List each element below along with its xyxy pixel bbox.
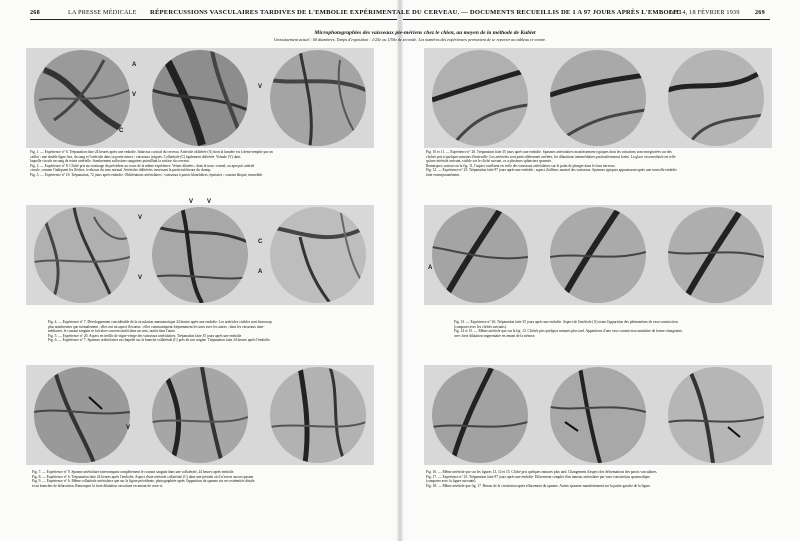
micrograph-fig-8 [152, 367, 248, 463]
caption-line: Fig. 8. — Expérience n° 6. Trépanation faite 24 heures après l'embolie. Aspect d'une artériole collatérale (C) dans une période où il n'existe aucun spasme. [32, 474, 255, 479]
micrograph-fig-13 [432, 207, 528, 303]
figure-row-4 [424, 48, 772, 148]
caption-line: (comparer avec la figure suivante). [426, 479, 477, 483]
caption-line: Fig. 13. — Expérience n° 26. Trépanation faite 35 jours après une embolie. Aspect de l'artériole (A) avant l'apparition des phénomènes de vaso-constriction [454, 320, 678, 324]
caption-block-5 [454, 320, 772, 338]
label-A: A [428, 265, 433, 271]
label-V: V [258, 84, 263, 90]
caption-line: Fig. 16. — Même artériole que sur les figures 13, 14 et 15. Cliché pris quelques minutes plus tard. Changement d'aspect des déformations des parois vasculaires. [426, 470, 658, 474]
caption-line: laquelle circule un sang de teinte artérielle. Sombrement suffusions sanguines pointillant la surface du cerveau. [30, 159, 190, 163]
caption-line: Fig. 9. — Expérience n° 6. Même collatérale artériolaire que sur la figure précédente, photographiée après l'apparition du spasme sur ses extrémités distale [32, 479, 255, 483]
micrograph-fig-14 [550, 207, 646, 303]
caption-block-4 [426, 150, 772, 177]
caption-line: Fig. 6. — Expérience n° 7. Spasmes artériolaires en chapelet sur la branche collatérale (C) près de son origine. Trépanation faite 24 heures après l'embolie. [48, 338, 271, 342]
label-A: A [258, 269, 263, 275]
issue-date: N° 14, 18 FÉVRIER 1939 [670, 9, 740, 16]
header-rule-right [400, 19, 770, 20]
caption-line: Fig. 14 et 15. — Même artériole que sur la fig. 13. Clichés pris quelques minutes plus tard. Apparitions d'une vaso-constriction annulaire de forme changeante, [454, 329, 683, 333]
caption-line: plus nombreuses que normalement ; elles ont un aspect flexueux ; elles communiquent fréquemment les unes avec les autres ; dans les vaisseaux inter- [48, 324, 265, 329]
right-page-number: 269 [755, 9, 765, 16]
figures-subnote: Grossissement actuel : 60 diamètres. Temps d'exposition : 1/25e ou 1/50e de seconde. Les numéros des expériences permettent de se reporter au tableau ci-contre. [273, 37, 547, 42]
label-A: A [132, 62, 137, 68]
left-page-number: 268 [30, 9, 40, 16]
caption-line: qu'une artériole arrivant, visible sur le cliché suivant, ce a plusieurs sphincters spasmés. [426, 159, 552, 163]
micrograph-fig-5 [152, 207, 248, 303]
micrograph-fig-12 [668, 50, 764, 146]
caption-line: Fig. 2. — Expérience n° 8. Cliché pris au voisinage du précédent au cours de la même expérience. Veines dilatées ; dans le tronc central, on aperçoit artériel [30, 163, 255, 168]
label-C: C [119, 128, 124, 134]
caption-line: Fig. 18. — Même artériole que fig. 17. Retour de la circulation après effacement du spasme. Autres spasmes manifestement sur la partie gauche de la figure. [426, 483, 651, 488]
figure-row-2 [26, 199, 374, 305]
micrograph-fig-3 [270, 50, 366, 146]
caption-line: caillot ; une double ligne fixe, du sang et l'artériole dans sa partie mince ; vaisseaux irrigués. Collatérale (C) également oblitérée. Veinule (V) dans [30, 154, 241, 159]
micrograph-fig-11 [550, 50, 646, 146]
label-V: V [189, 199, 194, 205]
caption-line: avec forte dilatation segmentaire en amont de la sténose. [454, 333, 536, 338]
caption-block-1 [30, 150, 360, 177]
label-C: C [258, 239, 263, 245]
caption-line: faite extemporanément. [426, 172, 460, 177]
micrograph-fig-6 [270, 207, 366, 303]
caption-line: Fig. 3. — Expérience n° 10. Trépanation, 72 jours après embolie. Oblitérations artériolaires ; vaisseaux à parois blanchâtres, épaissies ; courant bloqué, immobile. [30, 172, 263, 177]
caption-line: circule, comme l'indiquent les flèches, à rebours du sens normal. Artérioles oblitérées traversant la partie inférieure du champ. [30, 168, 212, 172]
caption-line: Fig. 5. — Expérience n° 20. Aspect en treillis de vigne-vierge des vaisseaux artériolaires. Trépanation faite 35 jours après une embolie. [48, 333, 243, 338]
caption-line: médiaires, le courant sanguin se fait alors souvent tantôt dans un sens, tantôt dans l'autre. [48, 329, 176, 333]
caption-line: Fig. 10 et 11. — Expérience n° 20. Trépanation faite 35 jours après une embolie. Spasmes artériolaires manifestement typiques dont les variations sont enregistrées sur des [426, 150, 672, 154]
caption-line: Fig. 7. — Expérience n° 9. Spasme artériolaire interrompant complètement le courant sanguin dans une collatérale, 24 heures après embolie. [32, 470, 235, 474]
label-V: V [207, 199, 212, 205]
figure-row-6 [424, 365, 772, 465]
micrograph-fig-9 [270, 367, 366, 463]
caption-line: Fig. 4. — Expérience n° 7. Développement considérable de la circulation anastomotique 24 heures après une embolie. Les artérioles visibles sont beaucoup [48, 320, 272, 324]
caption-line: Fig. 1. — Expérience n° 6. Trépanation faite 24 heures après une embolie. Infarctus cortical du cerveau. Artériole oblitérée (A) dont la lumière est à demi-remplie par un [30, 150, 273, 154]
caption-line: Fig. 17. — Expérience n° 25. Trépanation faite 97 jours après une embolie. Effacement complet d'un rameau artériolaire par vaso-constriction spasmodique [426, 474, 650, 479]
micrograph-fig-17 [550, 367, 646, 463]
label-V: V [126, 425, 131, 431]
header-rule-left [30, 19, 400, 20]
label-V: V [132, 92, 137, 98]
figure-row-5 [424, 205, 772, 305]
page-gutter [397, 0, 403, 541]
caption-line: Remarquer, surtout sur la fig. 11, l'aspect confluent en voile des vaisseaux artériolaires sur le point de plonger dans le tissu nerveux. [426, 163, 616, 168]
caption-block-2 [48, 320, 360, 343]
figure-row-3 [26, 365, 374, 465]
caption-line: et au branches de bifurcation. Remarquer la forte dilatation vasculaire en amont de ceux-ci. [32, 483, 164, 488]
journal-name: LA PRESSE MÉDICALE [68, 9, 137, 16]
caption-line: Fig. 12. — Expérience n° 25. Trépanation faite 97 jours après une embolie ; aspect d'ailleurs normal des vaisseaux. Spasmes typiques apparaissant après une nouvelle embolie [426, 168, 677, 172]
caption-line: clichés pris à quelques minutes d'intervalle. Les artérioles sont particulièrement arrêtées, les dilatations intermédiaires particulièrement fortes. La glace circonvolutée est telle [426, 154, 676, 159]
micrograph-fig-2 [152, 50, 248, 146]
caption-block-3 [32, 470, 362, 488]
caption-line: (comparer avec les clichés suivants). [454, 324, 507, 329]
label-V: V [138, 215, 143, 221]
label-V: V [138, 275, 143, 281]
figure-row-1 [26, 48, 374, 148]
micrograph-fig-15 [668, 207, 764, 303]
caption-block-6 [426, 470, 772, 488]
micrograph-fig-10 [432, 50, 528, 146]
micrograph-fig-18 [668, 367, 764, 463]
spread-title: RÉPERCUSSIONS VASCULAIRES TARDIVES DE L'EMBOLIE EXPÉRIMENTALE DU CERVEAU. — DOCUMENTS RECUEILLIS DE 1 A 97 JOURS APRÈS L'EMBOLIE [150, 9, 681, 16]
micrograph-fig-4 [34, 207, 130, 303]
micrograph-fig-7 [34, 367, 130, 463]
right-page [400, 0, 800, 541]
micrograph-fig-1 [34, 50, 130, 146]
figures-subtitle: Microphotographies des vaisseaux pie-mériens chez le chien, au moyen de la méthode de Kubiet [314, 30, 536, 36]
micrograph-fig-16 [432, 367, 528, 463]
